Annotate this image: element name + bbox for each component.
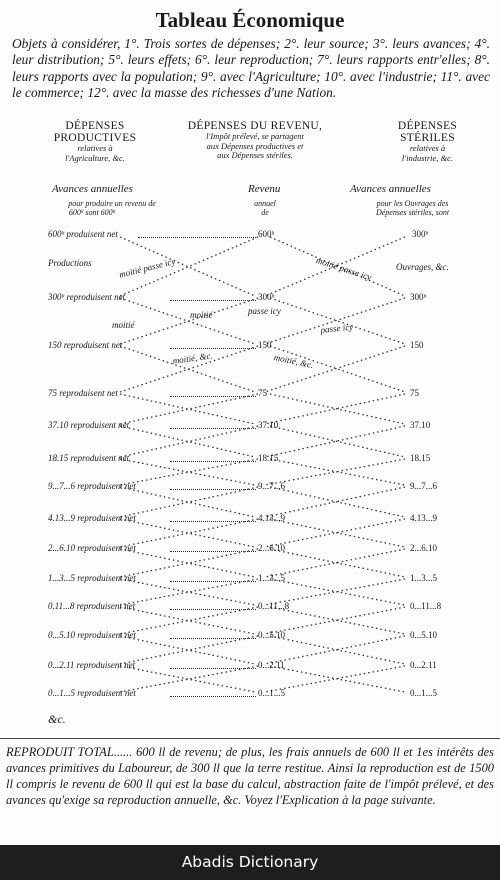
row-center-value: 37.10 [258, 420, 279, 430]
row-right-value: 4.13...9 [410, 513, 437, 523]
row-right-value: 150 [410, 340, 424, 350]
row-left-value: 4.13...9 reproduisent net [48, 513, 136, 523]
zigzag-line [120, 666, 258, 692]
row-center-value: 1...3...5 [258, 573, 285, 583]
left-subhead-note2: 600ˡᵗ sont 600ˡᵗ [68, 208, 116, 217]
row-left-value: 300ˡᵗ reproduisent net [48, 292, 126, 302]
diagonal-label-b: moitié passe icy [314, 255, 373, 283]
row-dot-leader [170, 696, 256, 697]
row-right-value: 18.15 [410, 453, 431, 463]
row-right-value: 0...11...8 [410, 601, 442, 611]
etc-mark: &c. [48, 712, 66, 726]
row-center-value: 0...2.11 [258, 660, 285, 670]
right-subhead-note1: pour les Ouvrages des [376, 199, 449, 208]
center-heading-sub3: aux Dépenses stériles. [217, 150, 293, 160]
zigzag-line [120, 487, 258, 517]
row-center-value: 0...5.10 [258, 630, 285, 640]
right-heading-line2: STÉRILES [400, 132, 455, 144]
first-row-left: 600ˡᵗ produisent net [48, 229, 118, 239]
row-right-value: 37.10 [410, 420, 431, 430]
ouvrages-label: Ouvrages, &c. [396, 262, 449, 272]
zigzag-line [120, 298, 255, 344]
row-right-value: 75 [410, 388, 419, 398]
row-center-value: 150 [258, 340, 272, 350]
zigzag-line [265, 636, 405, 664]
zigzag-line [265, 459, 405, 485]
row-left-value: 1...3...5 reproduisent net [48, 573, 136, 583]
row-dot-leader [170, 348, 256, 349]
zigzag-line [270, 346, 405, 392]
row-dot-leader [170, 638, 256, 639]
productions-label: Productions [48, 258, 92, 268]
zigzag-line [120, 519, 258, 547]
row-center-value: 9...7...6 [258, 481, 285, 491]
right-heading-line1: DÉPENSES [397, 120, 458, 132]
diagonal-label-g: moitié, &c. [172, 350, 214, 366]
row-center-value: 0...1...5 [258, 688, 285, 698]
row-left-value: 150 reproduisent net [48, 340, 123, 350]
zigzag-line [265, 394, 405, 424]
zigzag-line [120, 636, 258, 664]
zigzag-line [270, 298, 405, 344]
left-heading-line1: DÉPENSES [65, 120, 125, 132]
zigzag-line [120, 549, 258, 577]
zigzag-line [120, 607, 258, 634]
zigzag-line [265, 549, 405, 577]
row-left-value: 9...7...6 reproduisent net [48, 481, 136, 491]
row-center-value: 4.13...9 [258, 513, 285, 523]
row-dot-leader [170, 609, 256, 610]
center-heading: DÉPENSES DU REVENU, [187, 120, 323, 132]
row-left-value: 18.15 reproduisent net [48, 453, 130, 463]
row-dot-leader [170, 551, 256, 552]
right-heading-sub1: relatives à [409, 143, 446, 153]
center-subhead-note2: de [261, 208, 269, 217]
center-heading-sub1: l'Impôt prélevé, se partagent [206, 131, 304, 141]
zigzag-line [120, 579, 258, 605]
row-right-value: 1...3...5 [410, 573, 437, 583]
row-left-value: 0...1...5 reproduisent net [48, 688, 136, 698]
first-row-center: 600ˡᵗ [258, 229, 275, 239]
diagonal-label-f: passe icy [248, 306, 281, 316]
row-dot-leader [170, 300, 256, 301]
separator-rule [0, 738, 500, 739]
row-dot-leader [170, 668, 256, 669]
right-subhead-note2: Dépenses stériles, sont [375, 208, 450, 217]
left-heading-sub2: l'Agriculture, &c. [65, 152, 125, 163]
row-dot-leader [170, 489, 256, 490]
zigzag-line [270, 487, 405, 517]
center-heading-sub2: aux Dépenses productives et [206, 140, 304, 151]
row-center-value: 18.15 [258, 453, 279, 463]
row-center-value: 0...11...8 [258, 601, 290, 611]
zigzag-line [265, 487, 405, 517]
zigzag-line [270, 394, 405, 424]
intro-paragraph: Objets à considérer, 1°. Trois sortes de dépenses; 2°. leur source; 3°. leurs avances; 4°. leur distribution; 5°. leurs effets; 6°. leur reproduction; 7°. leurs rapports entr'elles; 8°. leurs rapports avec la population; 9°. avec l'Agriculture; 10°. avec l'industrie; 11°. avec le commerce; 12°. avec la masse des richesses d'une Nation. [12, 36, 490, 100]
total-paragraph: REPRODUIT TOTAL...... 600 ll de revenu; de plus, les frais annuels de 600 ll et 1es intérêts des avances primitives du Laboureur, de 300 ll que la terre restitue. Ainsi la reproduction est de 1500 ll compris le revenu de 600 ll qui est la base du calcul, abstraction faite de l'impôt prélevé, et des avances qu'exige sa reproduction annuelle, &c. Voyez l'Explication à la page suivante. [6, 745, 494, 807]
row-left-value: 75 reproduisent net [48, 388, 118, 398]
row-left-value: 0...2.11 reproduisent net [48, 660, 136, 670]
zigzag-line [120, 426, 258, 457]
zigzag-line [265, 346, 405, 392]
row-right-value: 0...5.10 [410, 630, 437, 640]
row-dot-leader [170, 461, 256, 462]
row-right-value: 2...6.10 [410, 543, 437, 553]
zigzag-line [265, 666, 405, 692]
row-dot-leader [170, 581, 256, 582]
center-subhead-note1: annuel [254, 199, 276, 208]
page-title: Tableau Économique [155, 8, 345, 32]
first-row-right: 300ˡᵗ [412, 229, 429, 239]
zigzag-line [120, 459, 258, 485]
left-subhead: Avances annuelles [52, 183, 133, 195]
row-dot-leader [170, 428, 256, 429]
right-subhead: Avances annuelles [350, 183, 431, 195]
row-left-value: 37.10 reproduisent net [48, 420, 130, 430]
row-right-value: 0...1...5 [410, 688, 437, 698]
left-heading-line2: PRODUCTIVES [53, 132, 137, 144]
left-subhead-note1: pour produire un revenu de [68, 199, 156, 208]
row-left-value: 0...5.10 reproduisent net [48, 630, 136, 640]
footer-watermark: Abadis Dictionary [0, 845, 500, 880]
row-dot-leader [170, 521, 256, 522]
row-dot-leader [170, 396, 256, 397]
diagonal-label-e: moitié [112, 320, 135, 330]
row-center-value: 300ˡᵗ [258, 292, 275, 302]
zigzag-line [265, 298, 405, 344]
zigzag-line [265, 519, 405, 547]
row-left-value: 0.11...8 reproduisent net [48, 601, 136, 611]
left-heading-sub1: relatives à [77, 143, 113, 153]
zigzag-line [265, 607, 405, 634]
zigzag-line [120, 394, 258, 424]
row-center-value: 2...6.10 [258, 543, 285, 553]
row-right-value: 9...7...6 [410, 481, 437, 491]
diagonal-label-h: moitié, &c. [272, 352, 315, 371]
row-left-value: 2...6.10 reproduisent net [48, 543, 136, 553]
right-heading-sub2: l'industrie, &c. [401, 152, 454, 163]
diagonal-label-d: passe icy [320, 321, 354, 335]
row-right-value: 300ˡᵗ [410, 292, 427, 302]
diagonal-label-a: moitié passe icy [118, 256, 177, 280]
center-subhead: Revenu [248, 183, 281, 195]
diagonal-label-c: moitié [190, 310, 213, 320]
zigzag-line [270, 426, 405, 457]
row-center-value: 75 [258, 388, 267, 398]
row-right-value: 0...2.11 [410, 660, 437, 670]
